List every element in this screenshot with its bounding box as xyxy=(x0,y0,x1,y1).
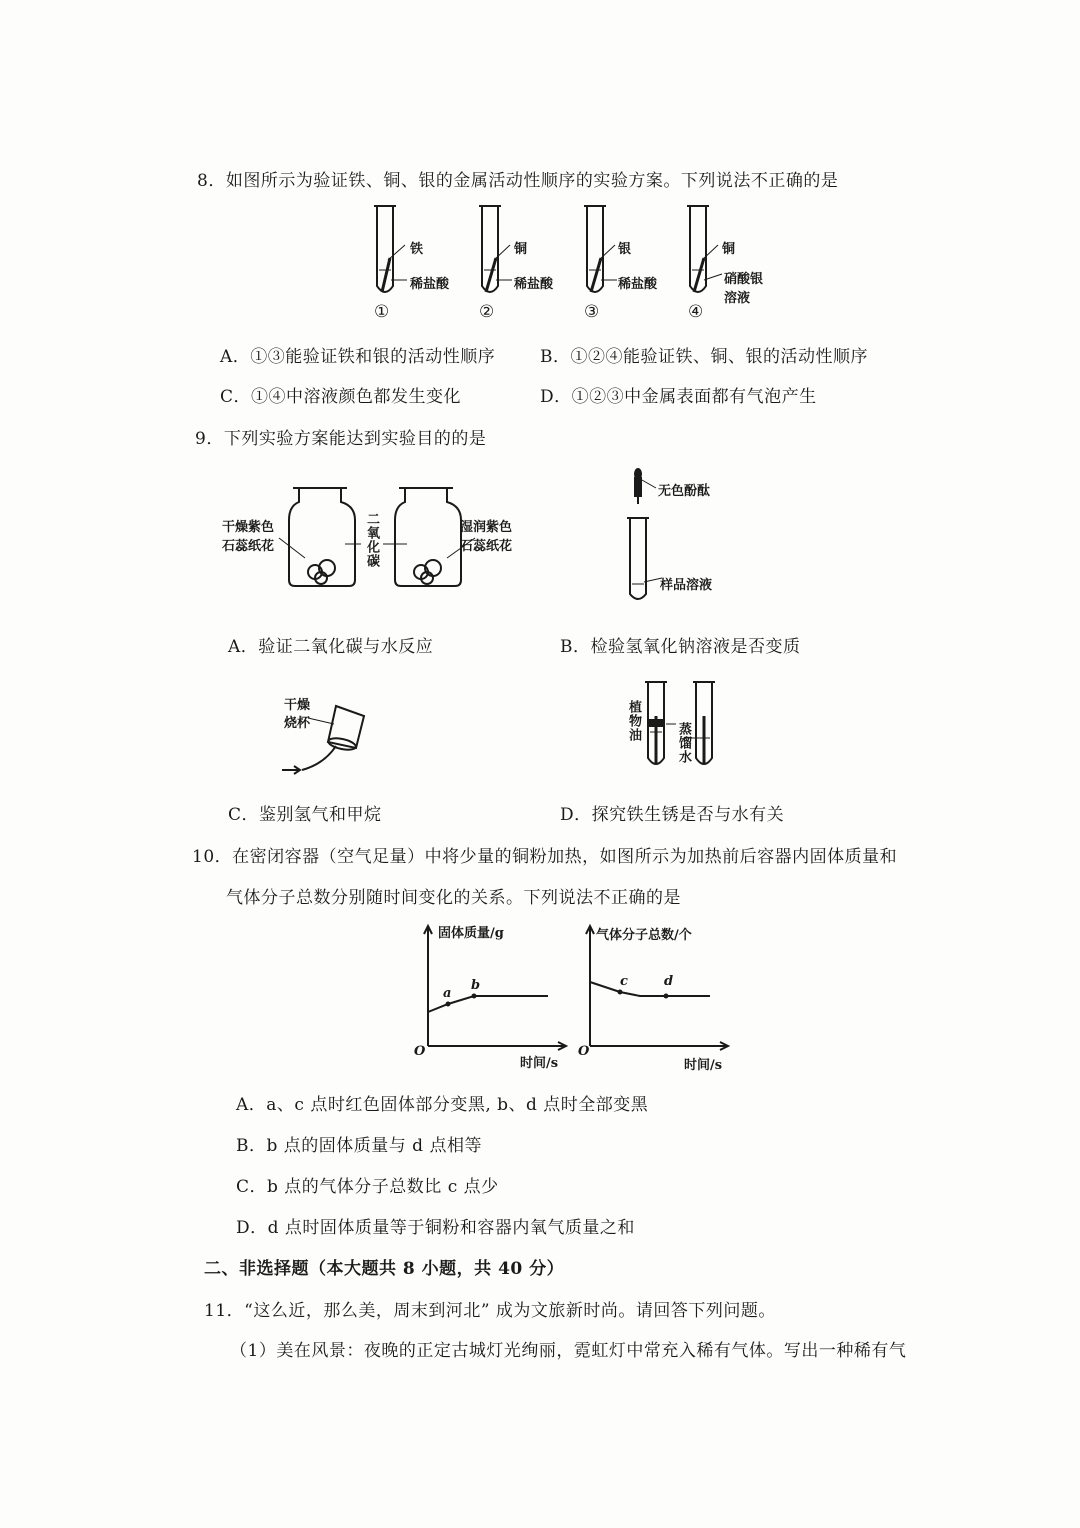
q11-sub1: （1）美在风景：夜晚的正定古城灯光绚丽，霓虹灯中常充入稀有气体。写出一种稀有气 xyxy=(230,1341,907,1361)
q8-tube4-num: ④ xyxy=(688,302,704,322)
q9-c-label1: 干燥 xyxy=(284,698,311,713)
q9-d-oil-label: 植物油 xyxy=(626,700,641,742)
q9-d-water-label: 蒸馏水 xyxy=(676,722,691,764)
q9-a-left-label1: 干燥紫色 xyxy=(222,520,275,535)
q8-tube1-metal: 铁 xyxy=(410,242,424,257)
q10-graph1-point-b: b xyxy=(471,978,481,993)
q8-tube3-solution: 稀盐酸 xyxy=(618,277,658,292)
q8-tube2-num: ② xyxy=(479,302,495,322)
q8-stem: 8．如图所示为验证铁、铜、银的金属活动性顺序的实验方案。下列说法不正确的是 xyxy=(197,171,839,191)
q10-graph2-point-c: c xyxy=(620,974,628,989)
q9-beaker-drawing xyxy=(278,694,388,784)
q8-tube4-metal: 铜 xyxy=(722,242,736,257)
q10-stem-line2: 气体分子总数分别随时间变化的关系。下列说法不正确的是 xyxy=(226,888,681,908)
q9-a-left-label2: 石蕊纸花 xyxy=(222,539,275,554)
q11-stem: 11．“这么近，那么美，周末到河北” 成为文旅新时尚。请回答下列问题。 xyxy=(204,1301,776,1321)
q10-graph2-xlabel: 时间/s xyxy=(684,1058,723,1073)
q10-graph1-origin: O xyxy=(414,1044,426,1059)
q8-tube3-num: ③ xyxy=(584,302,600,322)
q9-c-label2: 烧杯 xyxy=(284,716,311,731)
q9-a-right-label1: 湿润紫色 xyxy=(460,520,513,535)
q10-graph1-xlabel: 时间/s xyxy=(520,1056,559,1071)
q10-graph1-ylabel: 固体质量/g xyxy=(438,926,504,941)
q9-stem: 9．下列实验方案能达到实验目的的是 xyxy=(195,429,487,449)
q8-tube2-metal: 铜 xyxy=(514,242,528,257)
section2-title: 二、非选择题（本大题共 8 小题，共 40 分） xyxy=(204,1259,565,1279)
q9-b-sample-label: 样品溶液 xyxy=(660,578,713,593)
q8-test-tubes-drawing xyxy=(360,198,780,328)
q10-option-c: C．b 点的气体分子总数比 c 点少 xyxy=(236,1177,499,1197)
q10-graph1-axes xyxy=(418,922,568,1062)
q8-option-d: D．①②③中金属表面都有气泡产生 xyxy=(540,387,817,407)
q9-a-gas-label: 二氧化碳 xyxy=(364,512,379,568)
q8-tube3-metal: 银 xyxy=(618,242,632,257)
q10-graph2-axes xyxy=(580,922,730,1062)
q9-gas-bottles-drawing xyxy=(285,488,485,588)
q8-option-b: B．①②④能验证铁、铜、银的活动性顺序 xyxy=(540,347,868,367)
q9-a-right-label2: 石蕊纸花 xyxy=(460,539,513,554)
q8-tube2-solution: 稀盐酸 xyxy=(514,277,554,292)
q8-tube1-num: ① xyxy=(374,302,390,322)
q10-option-b: B．b 点的固体质量与 d 点相等 xyxy=(236,1136,482,1156)
q10-stem-line1: 10．在密闭容器（空气足量）中将少量的铜粉加热，如图所示为加热前后容器内固体质量和 xyxy=(192,847,898,867)
q10-option-a: A．a、c 点时红色固体部分变黑, b、d 点时全部变黑 xyxy=(236,1095,649,1115)
q9-option-d: D．探究铁生锈是否与水有关 xyxy=(560,805,785,825)
q8-option-a: A．①③能验证铁和银的活动性顺序 xyxy=(220,347,496,367)
q10-graph2-origin: O xyxy=(578,1044,590,1059)
q8-tube4-solution2: 溶液 xyxy=(724,291,751,306)
q8-tube4-solution: 硝酸银 xyxy=(724,272,764,287)
q9-option-c: C．鉴别氢气和甲烷 xyxy=(228,805,382,825)
q10-option-d: D．d 点时固体质量等于铜粉和容器内氧气质量之和 xyxy=(236,1218,635,1238)
q10-graph1-point-a: a xyxy=(443,986,452,1001)
q9-option-a: A．验证二氧化碳与水反应 xyxy=(228,637,434,657)
q10-graph2-point-d: d xyxy=(664,974,674,989)
q8-tube1-solution: 稀盐酸 xyxy=(410,277,450,292)
q9-b-dropper-label: 无色酚酞 xyxy=(658,484,711,499)
q9-option-b: B．检验氢氧化钠溶液是否变质 xyxy=(560,637,801,657)
q8-option-c: C．①④中溶液颜色都发生变化 xyxy=(220,387,462,407)
q10-graph2-ylabel: 气体分子总数/个 xyxy=(596,928,692,943)
